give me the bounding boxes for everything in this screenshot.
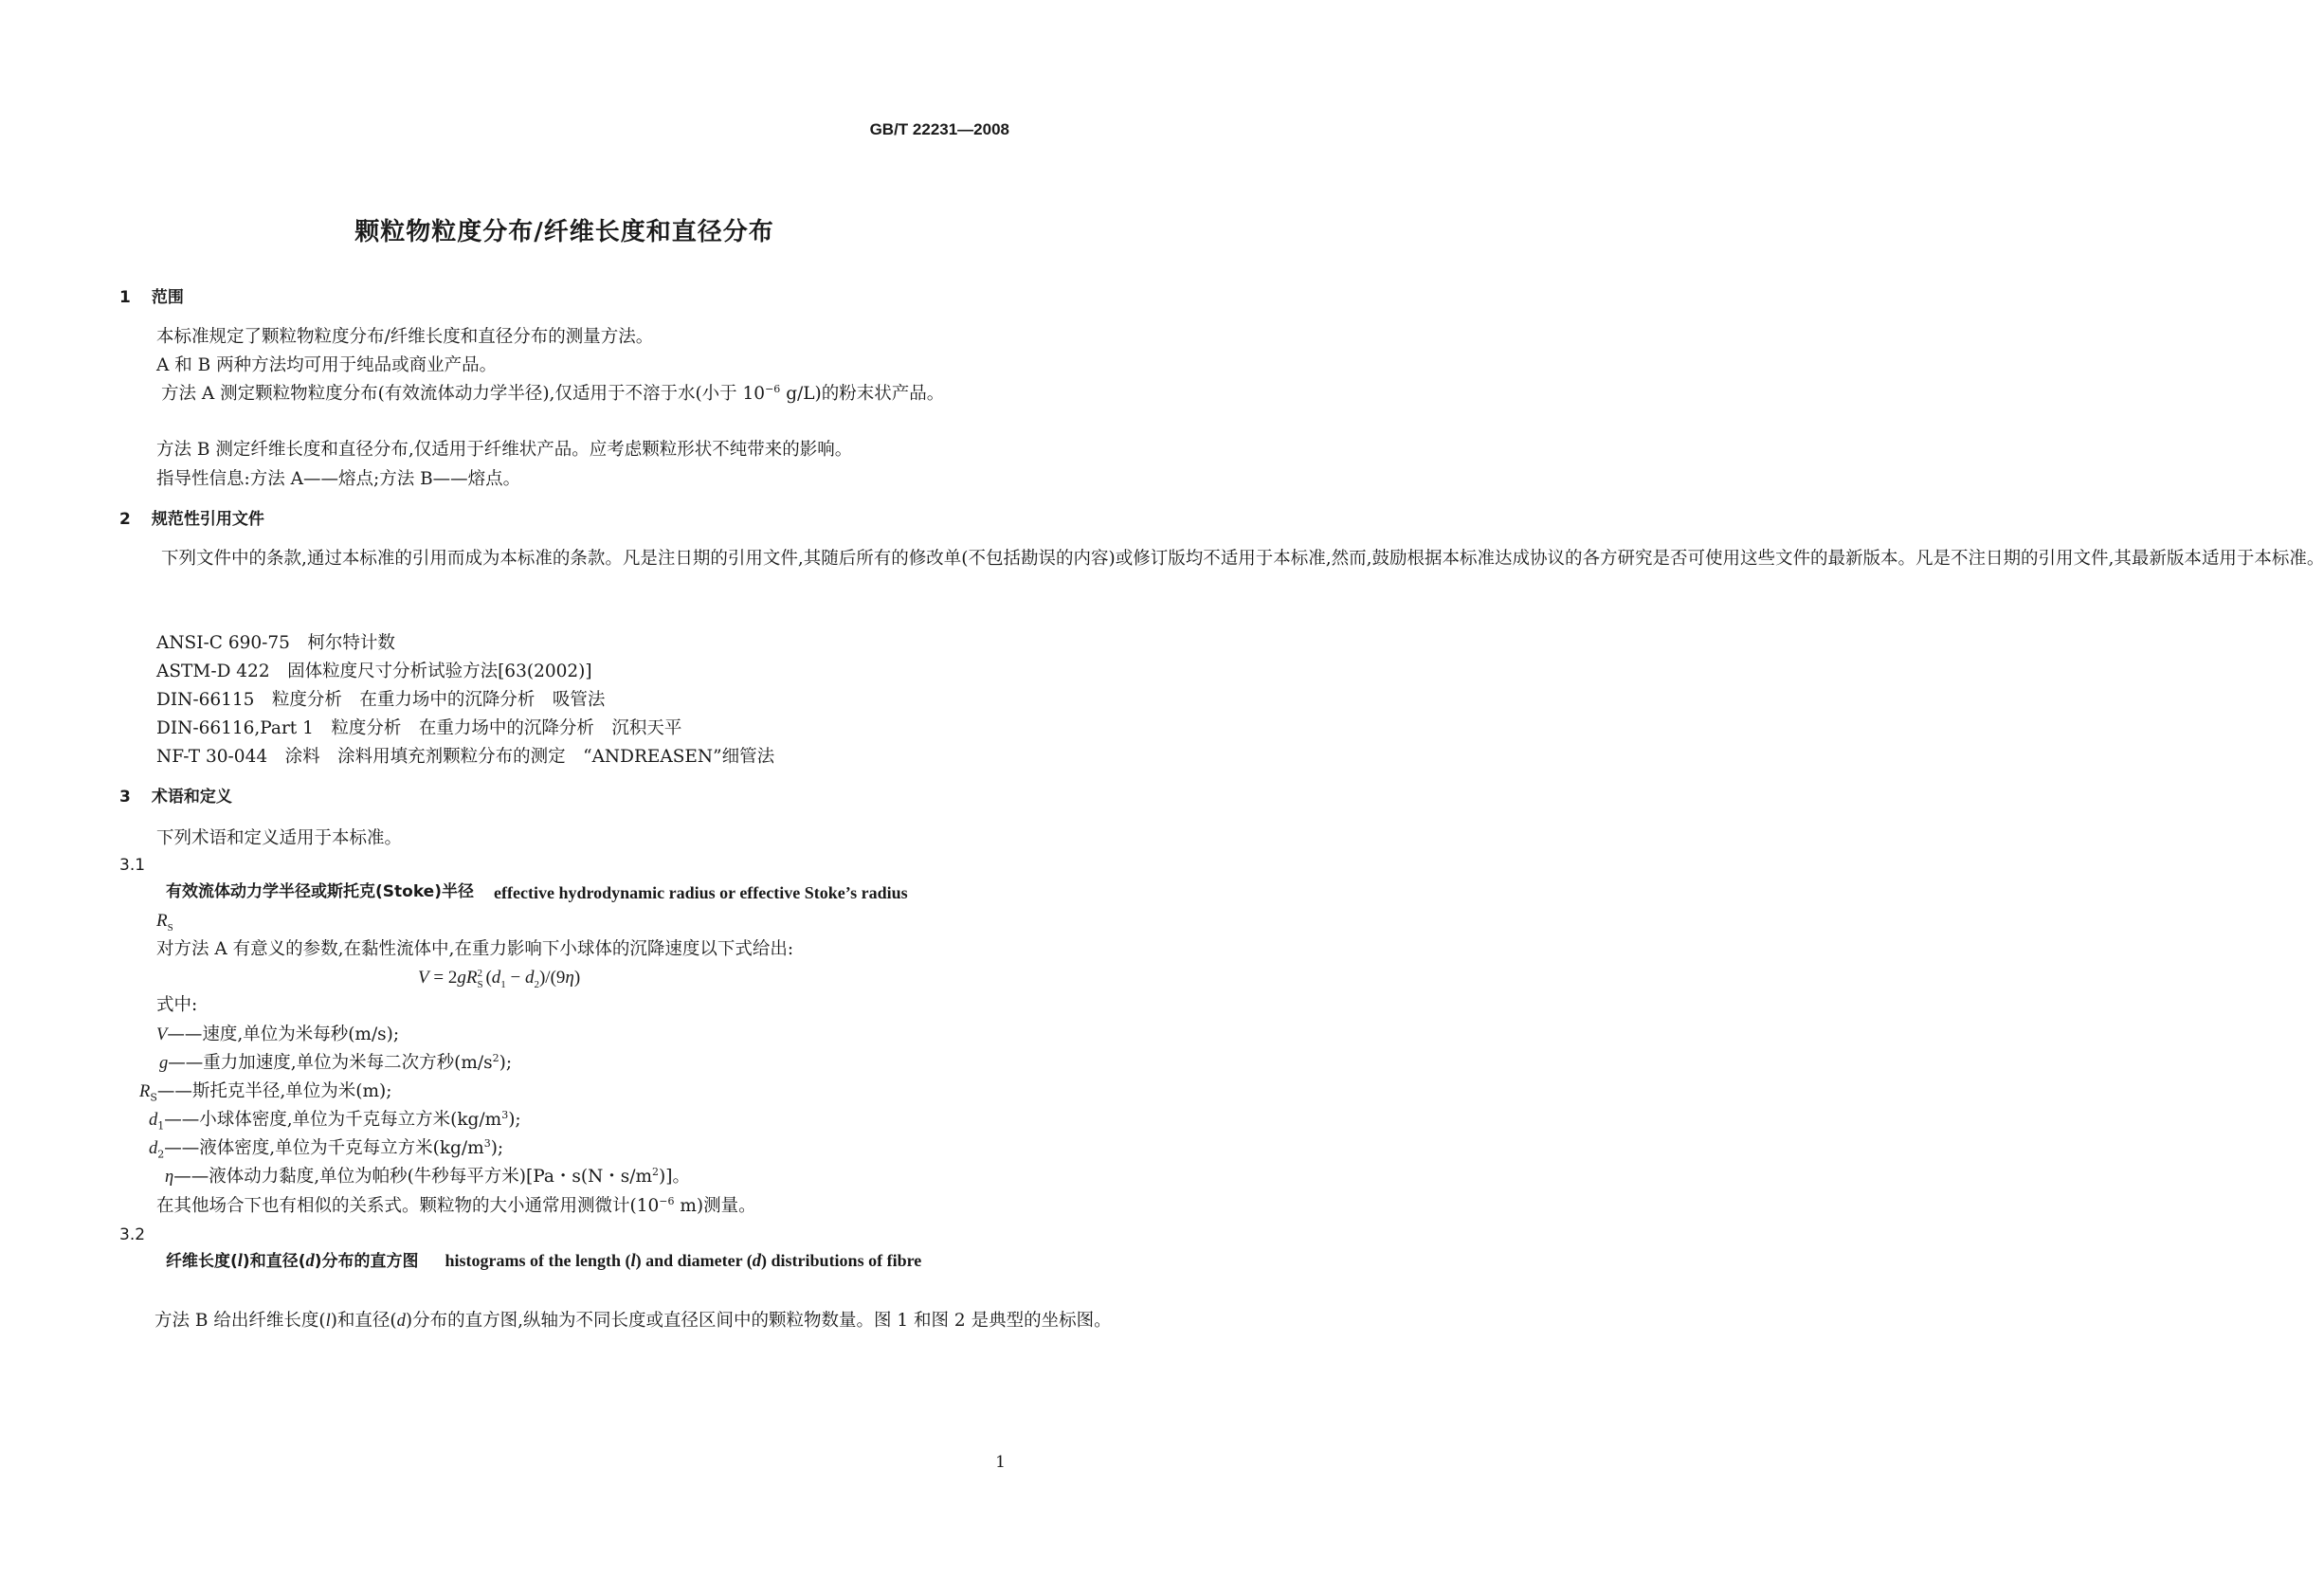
symbol-subscript: S [167,921,173,934]
note-text: 在其他场合下也有相似的关系式。颗粒物的大小通常用测微计(10 [156,1196,660,1216]
clause-3-1-symbol [156,911,173,934]
formula-v: V [418,968,429,988]
section-title: 范围 [151,288,184,307]
term-symbol-d: d [305,1252,315,1271]
def-text: )和直径( [330,1311,397,1331]
var-text: ——液体动力黏度,单位为帕秒(牛秒每平方米)[Pa・s(N・s/m [173,1167,653,1187]
section-number: 1 [119,288,131,307]
formula-d1-sub: 1 [500,978,506,990]
s2-paragraph-1: 下列文件中的条款,通过本标准的引用而成为本标准的条款。凡是注日期的引用文件,其随后所有的修改单(不包括勘误的内容)或修订版均不适用于本标准,然而,鼓励根据本标准达成协议的各方研究是否可使用这些文件的最新版本。凡是不注日期的引用文件,其最新版本适用于本标准。 [161,549,2324,569]
where-label: 式中: [156,995,198,1015]
section-title: 规范性引用文件 [151,510,264,529]
var-sub: S [150,1091,157,1104]
note-exponent: −6 [659,1194,675,1207]
variable-definition [149,1108,521,1133]
var-sup: 3 [483,1136,491,1150]
clause-3-2-definition [119,1306,1112,1336]
formula-r: R [465,968,478,988]
formula-minus: − [505,968,525,988]
page-number: 1 [995,1453,1006,1472]
var-symbol: d [149,1139,158,1158]
s1-paragraph-1: 本标准规定了颗粒物粒度分布/纤维长度和直径分布的测量方法。 [156,327,654,347]
s1-p3-text: 方法 A 测定颗粒物粒度分布(有效流体动力学半径),仅适用于不溶于水(小于 10 [161,384,766,404]
note-text-end: m)测量。 [674,1196,756,1216]
clause-3-1-definition: 对方法 A 有意义的参数,在黏性流体中,在重力影响下小球体的沉降速度以下式给出: [156,939,794,959]
symbol-r: R [156,911,168,931]
formula-end: ) [573,968,581,988]
variable-definition [139,1081,392,1104]
var-text: ——斯托克半径,单位为米(m); [156,1081,392,1101]
formula-d2: d [524,968,535,988]
var-sup: 2 [492,1051,499,1064]
formula-r-sup: 2 [477,968,482,979]
term-en-part: ) distributions of fibre [761,1251,922,1270]
var-symbol: d [149,1111,158,1130]
var-tail: )]。 [659,1167,690,1187]
standard-code: GB/T 22231—2008 [869,120,1009,138]
var-tail: ); [508,1110,521,1130]
variable-definition [165,1165,690,1187]
var-tail: ); [490,1138,504,1158]
term-symbol-l: l [237,1252,243,1271]
stokes-formula [418,968,581,990]
var-sub: 2 [157,1148,165,1161]
def-text: 方法 B 给出纤维长度( [154,1311,326,1331]
var-text: ——液体密度,单位为千克每立方米(kg/m [164,1138,484,1158]
var-symbol: V [156,1025,168,1044]
reference-item: ASTM-D 422 固体粒度尺寸分析试验方法[63(2002)] [156,662,592,681]
var-tail: ); [499,1053,513,1073]
var-symbol: R [139,1082,151,1101]
formula-g: g [457,968,466,988]
var-text: ——小球体密度,单位为千克每立方米(kg/m [164,1110,502,1130]
term-cn-part: 纤维长度( [166,1252,238,1271]
formula-close: )/(9 [538,968,566,988]
variable-definition [149,1136,504,1161]
formula-d1: d [491,968,501,988]
variable-definition [159,1051,513,1073]
s1-paragraph-5: 指导性信息:方法 A——熔点;方法 B——熔点。 [156,469,521,489]
clause-3-2-number: 3.2 [119,1225,146,1244]
formula-open: ( [485,968,492,988]
clause-3-1-term-cn: 有效流体动力学半径或斯托克(Stoke)半径 [166,882,474,901]
section-3-heading [119,789,232,806]
section-number: 2 [119,510,131,529]
var-sup: 2 [652,1165,660,1178]
s3-intro: 下列术语和定义适用于本标准。 [156,828,403,848]
var-symbol: g [159,1054,169,1073]
term-en-symbol-d: d [752,1252,762,1271]
reference-item: NF-T 30-044 涂料 涂料用填充剂颗粒分布的测定 “ANDREASEN”细管法 [156,747,775,767]
formula-d2-sub: 2 [534,978,539,990]
var-text: ——重力加速度,单位为米每二次方秒(m/s [168,1053,493,1073]
s1-paragraph-4: 方法 B 测定纤维长度和直径分布,仅适用于纤维状产品。应考虑颗粒形状不纯带来的影响。 [156,440,853,460]
formula-eta: η [565,968,574,988]
clause-3-2-term [119,1246,1003,1277]
term-en-part: histograms of the length ( [445,1251,631,1270]
var-text: ——速度,单位为米每秒(m/s); [167,1025,400,1044]
s1-p3-exponent: −6 [765,382,781,395]
variable-definition [156,1026,399,1044]
reference-item: DIN-66115 粒度分析 在重力场中的沉降分析 吸管法 [156,690,606,710]
s1-paragraph-2: A 和 B 两种方法均可用于纯品或商业产品。 [156,355,498,375]
section-1-heading [119,290,184,306]
def-text: )分布的直方图,纵轴为不同长度或直径区间中的颗粒物数量。图 1 和图 2 是典型的坐标图。 [405,1311,1112,1331]
term-cn-part: )和直径( [242,1252,306,1271]
reference-item: DIN-66116,Part 1 粒度分析 在重力场中的沉降分析 沉积天平 [156,718,682,738]
var-sup: 3 [501,1108,509,1121]
s1-p3-text-end: g/L)的粉末状产品。 [780,384,945,404]
clause-3-1-term-en: effective hydrodynamic radius or effective Stoke’s radius [494,883,908,902]
term-en-symbol-l: l [630,1252,636,1271]
formula-eq: = 2 [428,968,458,988]
term-en-part: ) and diameter ( [635,1251,753,1270]
s1-paragraph-3 [126,379,1004,408]
def-symbol-l: l [325,1312,331,1331]
formula-r-sub: S [477,979,483,990]
document-title: 颗粒物粒度分布/纤维长度和直径分布 [354,218,774,246]
var-sub: 1 [157,1119,165,1133]
section-title: 术语和定义 [151,788,232,807]
clause-3-1-number: 3.1 [119,856,146,875]
var-symbol: η [165,1168,174,1187]
section-number: 3 [119,788,131,807]
reference-item: ANSI-C 690-75 柯尔特计数 [156,633,395,653]
section-2-heading [119,512,264,528]
term-cn-part: )分布的直方图 [314,1252,419,1271]
def-symbol-d: d [396,1312,406,1331]
clause-3-1-note [156,1194,756,1216]
